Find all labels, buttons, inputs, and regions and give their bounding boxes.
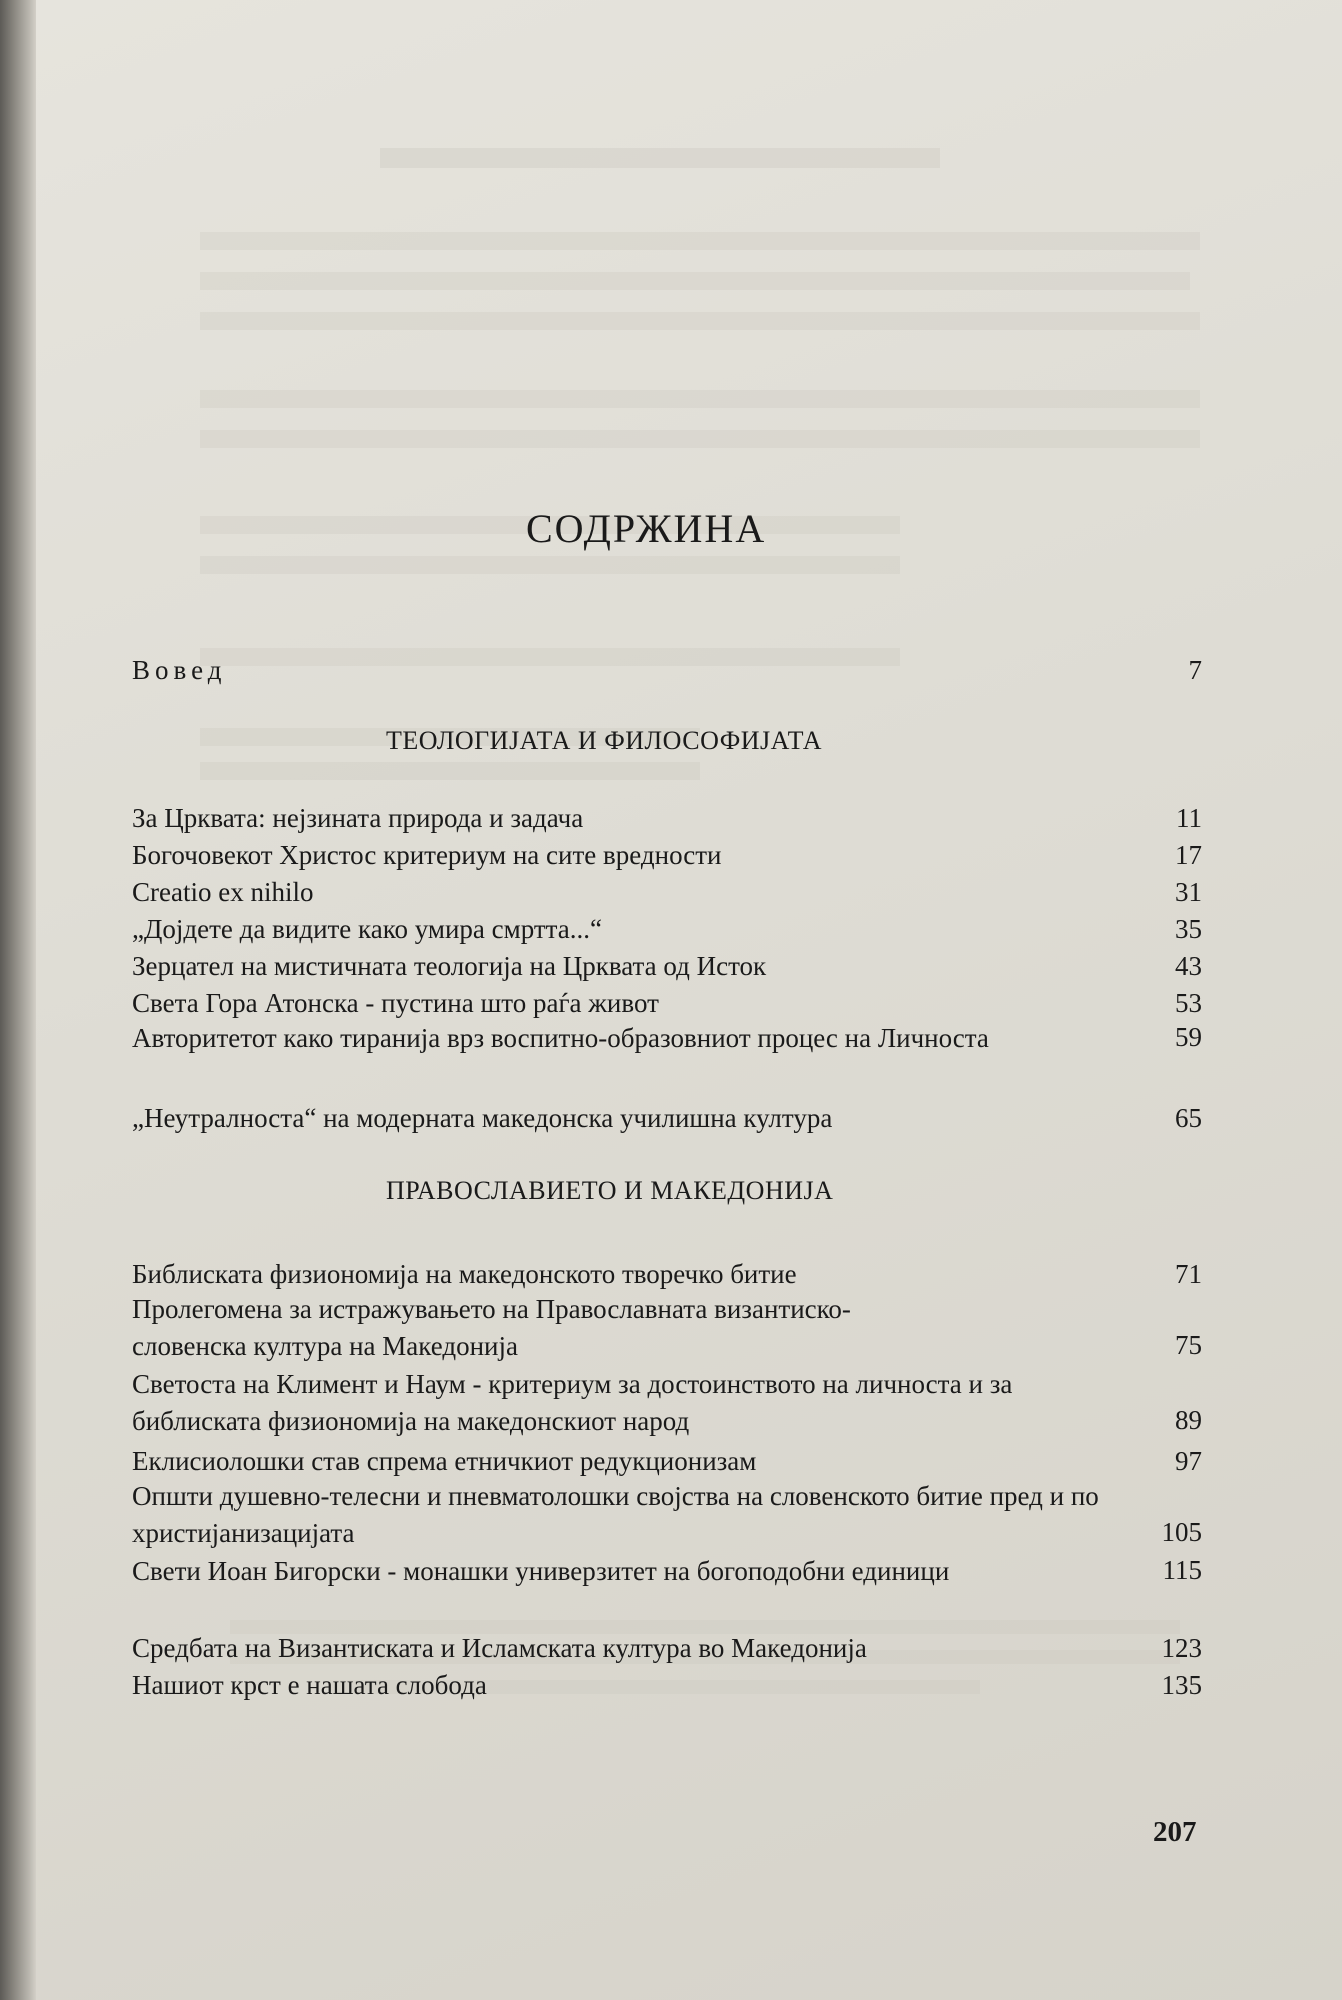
toc-entry-page: 97 (1175, 1446, 1202, 1476)
toc-entry[interactable] (132, 835, 1202, 875)
toc-entry-page: 71 (1175, 1259, 1202, 1289)
toc-entry[interactable] (132, 1665, 1202, 1705)
toc-entry[interactable] (132, 1020, 1202, 1057)
toc-entry[interactable] (132, 1291, 1202, 1365)
toc-entry-title: Библиската физиономија на македонското творечко битие (132, 1259, 797, 1289)
toc-entry-page: 75 (1175, 1330, 1202, 1360)
section-heading: ТЕОЛОГИЈАТА И ФИЛОСОФИЈАТА (386, 726, 822, 755)
toc-entry[interactable] (132, 983, 1202, 1023)
toc-entry-page: 89 (1175, 1405, 1202, 1435)
toc-entry-intro[interactable] (132, 650, 1202, 690)
toc-entry-title: Creatio ex nihilo (132, 877, 314, 907)
toc-entry-title: Вовед (132, 655, 227, 685)
toc-entry-page: 53 (1175, 988, 1202, 1018)
toc-entry-page: 7 (1188, 655, 1202, 685)
toc-entry-title: Авторитетот како тиранија врз воспитно-образовниот процес на Личноста (132, 1023, 989, 1053)
toc-entry[interactable] (132, 1098, 1202, 1138)
toc-entry-title: Света Гора Атонска - пустина што раѓа живот (132, 988, 659, 1018)
toc-entry-page: 123 (1161, 1633, 1202, 1663)
toc-entry-title: Нашиот крст е нашата слобода (132, 1670, 487, 1700)
section-heading: ПРАВОСЛАВИЕТО И МАКЕДОНИЈА (386, 1176, 834, 1205)
toc-entry[interactable] (132, 1553, 1202, 1590)
toc-entry-title: За Црквата: нејзината природа и задача (132, 803, 584, 833)
page-title: СОДРЖИНА (526, 506, 767, 551)
toc-entry[interactable] (132, 872, 1202, 912)
toc-entry-page: 135 (1161, 1670, 1202, 1700)
toc-entry[interactable] (132, 798, 1202, 838)
toc-entry[interactable] (132, 1441, 1202, 1481)
toc-entry-title: „Неутралноста“ на модерната македонска училишна култура (132, 1103, 833, 1133)
toc-entry-title: Светоста на Климент и Наум - критериум за достоинството на личноста и за библиската физиономија на македонскиот народ (132, 1369, 1013, 1436)
book-spine-edge (0, 0, 36, 2000)
toc-entry-page: 115 (1162, 1555, 1202, 1585)
toc-entry-title: Свети Иоан Бигорски - монашки универзитет на богоподобни единици (132, 1556, 950, 1586)
toc-entry[interactable] (132, 1254, 1202, 1294)
toc-entry[interactable] (132, 1366, 1202, 1440)
toc-entry-page: 59 (1175, 1022, 1202, 1052)
toc-entry[interactable] (132, 946, 1202, 986)
toc-entry-page: 17 (1175, 840, 1202, 870)
toc-entry-page: 11 (1176, 803, 1202, 833)
toc-entry-title: „Дојдете да видите како умира смртта...“ (132, 914, 603, 944)
toc-entry[interactable] (132, 1628, 1202, 1668)
toc-entry-page: 105 (1161, 1517, 1202, 1547)
page-number: 207 (1153, 1816, 1197, 1848)
toc-entry-page: 43 (1175, 951, 1202, 981)
toc-entry-title: Општи душевно-телесни и пневматолошки својства на словенското битие пред и по христијанизацијата (132, 1481, 1099, 1548)
toc-entry[interactable] (132, 909, 1202, 949)
toc-entry-page: 31 (1175, 877, 1202, 907)
toc-entry-title: Средбата на Византиската и Исламската култура во Македонија (132, 1633, 867, 1663)
toc-entry-page: 35 (1175, 914, 1202, 944)
toc-entry-title: Богочовекот Христос критериум на сите вредности (132, 840, 722, 870)
toc-entry-title: Еклисиолошки став спрема етничкиот редукционизам (132, 1446, 757, 1476)
toc-entry-title: Зерцател на мистичната теологија на Црквата од Исток (132, 951, 767, 981)
toc-entry-title: Пролегомена за истражувањето на Православната византиско-словенска култура на Македонија (132, 1294, 851, 1361)
toc-entry-page: 65 (1175, 1103, 1202, 1133)
toc-entry[interactable] (132, 1478, 1202, 1552)
